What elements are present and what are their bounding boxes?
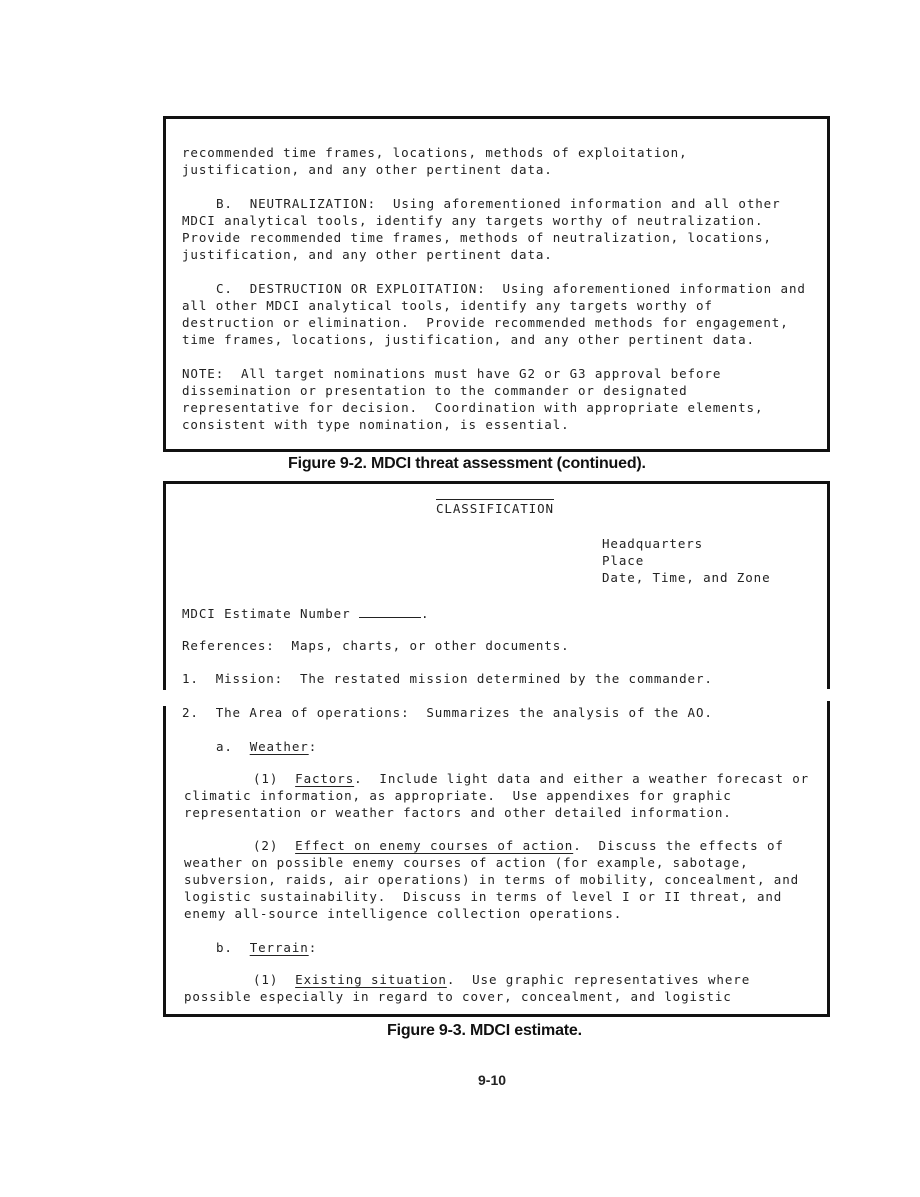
text-line: time frames, locations, justification, and any other pertinent data. [182, 332, 755, 347]
estimate-number-label: MDCI Estimate Number [182, 606, 351, 621]
text-line: enemy all-source intelligence collection operations. [184, 906, 623, 921]
destruction-line: C. DESTRUCTION OR EXPLOITATION: Using aforementioned information and [216, 281, 806, 296]
factors-text: . Include light data and either a weather forecast or [354, 771, 810, 786]
figure-9-2-caption: Figure 9-2. MDCI threat assessment (continued). [288, 455, 646, 472]
date-time-zone-label: Date, Time, and Zone [602, 570, 771, 585]
place-label: Place [602, 553, 645, 568]
border-gap [827, 689, 830, 701]
classification-marking: CLASSIFICATION [436, 501, 554, 516]
existing-situation-line [253, 972, 750, 987]
text-line: destruction or elimination. Provide recommended methods for engagement, [182, 315, 789, 330]
area-of-operations-line: 2. The Area of operations: Summarizes the analysis of the AO. [182, 705, 713, 720]
text-line: possible especially in regard to cover, concealment, and logistic [184, 989, 732, 1004]
text-line: dissemination or presentation to the commander or designated [182, 383, 688, 398]
estimate-number-blank [359, 605, 421, 618]
figure-9-2-box [163, 116, 830, 452]
weather-label: Weather [249, 739, 309, 754]
mission-line: 1. Mission: The restated mission determined by the commander. [182, 671, 713, 686]
existing-text: . Use graphic representatives where [446, 972, 751, 987]
weather-suffix: : [308, 739, 318, 754]
existing-label: Existing situation [295, 972, 447, 987]
weather-heading [216, 739, 317, 754]
border-gap [163, 690, 166, 706]
factors-line [253, 771, 809, 786]
text-line: Provide recommended time frames, methods of neutralization, locations, [182, 230, 772, 245]
effect-line [253, 838, 784, 853]
text-line: climatic information, as appropriate. Use appendixes for graphic [184, 788, 732, 803]
text-line: consistent with type nomination, is essential. [182, 417, 570, 432]
effect-text: . Discuss the effects of [573, 838, 784, 853]
text-line: logistic sustainability. Discuss in terms of level I or II threat, and [184, 889, 783, 904]
terrain-label: Terrain [249, 940, 309, 955]
estimate-number-line: MDCI Estimate Number . [182, 606, 430, 621]
effect-prefix: (2) [253, 838, 296, 853]
text-line: justification, and any other pertinent data. [182, 162, 553, 177]
terrain-heading [216, 940, 317, 955]
page-number: 9-10 [478, 1072, 507, 1088]
existing-prefix: (1) [253, 972, 296, 987]
figure-9-3-caption: Figure 9-3. MDCI estimate. [387, 1022, 582, 1039]
references-line: References: Maps, charts, or other documents. [182, 638, 570, 653]
text-line: all other MDCI analytical tools, identify any targets worthy of [182, 298, 713, 313]
text-line: representation or weather factors and other detailed information. [184, 805, 732, 820]
text-line: representative for decision. Coordination with appropriate elements, [182, 400, 764, 415]
text-line: justification, and any other pertinent data. [182, 247, 553, 262]
figure-9-3-box [163, 481, 830, 1017]
text-line: weather on possible enemy courses of action (for example, sabotage, [184, 855, 749, 870]
effect-label: Effect on enemy courses of action [295, 838, 574, 853]
factors-prefix: (1) [253, 771, 296, 786]
text-line: recommended time frames, locations, methods of exploitation, [182, 145, 688, 160]
terrain-suffix: : [308, 940, 318, 955]
headquarters-label: Headquarters [602, 536, 704, 551]
terrain-prefix: b. [216, 940, 250, 955]
text-line: subversion, raids, air operations) in terms of mobility, concealment, and [184, 872, 800, 887]
neutralization-line: B. NEUTRALIZATION: Using aforementioned information and all other [216, 196, 781, 211]
weather-prefix: a. [216, 739, 250, 754]
text-line: MDCI analytical tools, identify any targets worthy of neutralization. [182, 213, 764, 228]
note-line: NOTE: All target nominations must have G2 or G3 approval before [182, 366, 722, 381]
factors-label: Factors [295, 771, 355, 786]
